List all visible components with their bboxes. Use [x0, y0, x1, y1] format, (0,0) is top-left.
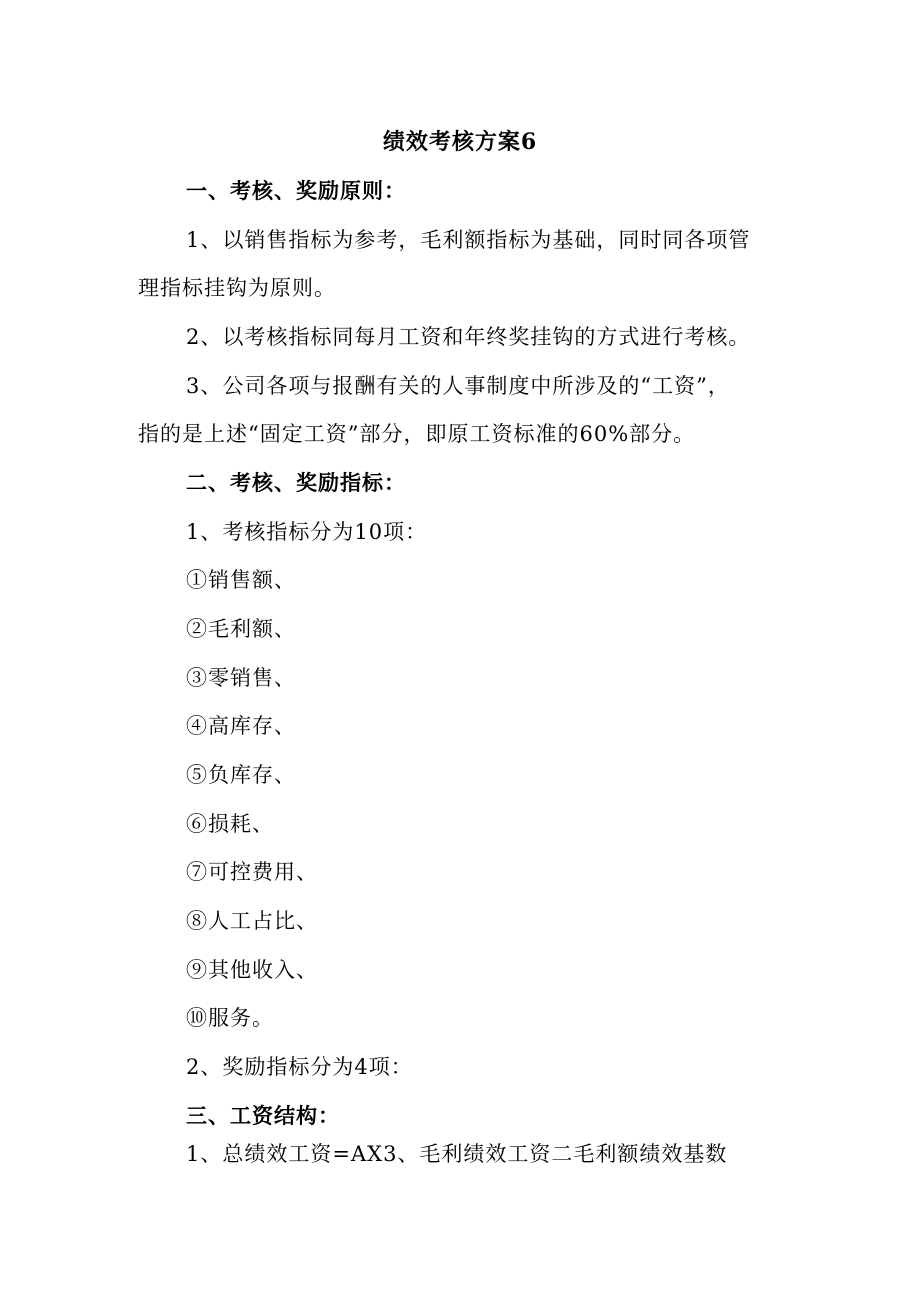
section-heading-salary-structure: 三、工资结构：: [186, 1103, 340, 1128]
paragraph-line: 1、总绩效工资=AX3、毛利绩效工资二毛利额绩效基数: [186, 1142, 728, 1166]
list-item: ⑦可控费用、: [186, 860, 318, 884]
document-title: 绩效考核方案6: [382, 129, 538, 155]
list-item: ⑤负库存、: [186, 763, 296, 787]
list-item: ②毛利额、: [186, 617, 296, 641]
section-heading-principles: 一、考核、奖励原则：: [186, 178, 406, 203]
section-heading-indicators: 二、考核、奖励指标：: [186, 470, 406, 495]
paragraph-line: 理指标挂钩为原则。: [138, 276, 336, 300]
list-item: ⑩服务。: [186, 1006, 274, 1030]
list-item: ④高库存、: [186, 714, 296, 738]
paragraph-line: 1、考核指标分为10项：: [186, 520, 428, 544]
list-item: ①销售额、: [186, 568, 296, 592]
paragraph-line: 3、公司各项与报酬有关的人事制度中所涉及的“工资”，: [186, 374, 730, 398]
paragraph-line: 1、以销售指标为参考，毛利额指标为基础，同时同各项管: [186, 228, 751, 252]
list-item: ⑥损耗、: [186, 812, 274, 836]
list-item: ③零销售、: [186, 666, 296, 690]
paragraph-line: 2、以考核指标同每月工资和年终奖挂钩的方式进行考核。: [186, 325, 751, 349]
list-item: ⑧人工占比、: [186, 909, 318, 933]
paragraph-line: 指的是上述“固定工资”部分，即原工资标准的60%部分。: [138, 422, 696, 446]
paragraph-line: 2、奖励指标分为4项：: [186, 1055, 413, 1079]
list-item: ⑨其他收入、: [186, 958, 318, 982]
